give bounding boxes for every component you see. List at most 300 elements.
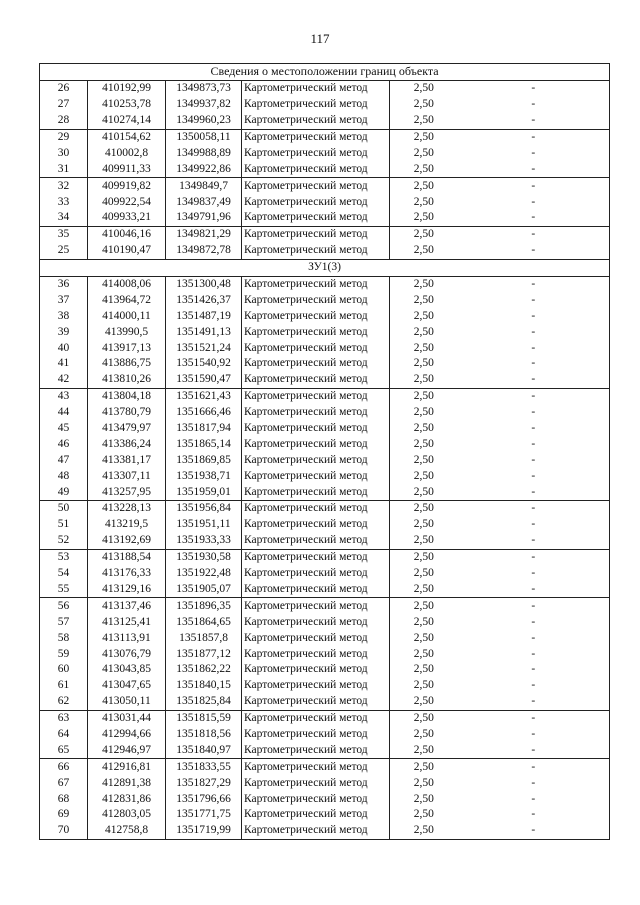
coord-x-cell: 412946,97 <box>88 742 166 758</box>
table-row <box>40 372 610 388</box>
method-cell: Картометрический метод <box>242 324 390 340</box>
coord-x-cell: 410002,8 <box>88 145 166 161</box>
coord-x-cell: 412758,8 <box>88 823 166 839</box>
coord-x-cell: 409922,54 <box>88 194 166 210</box>
precision-cell: 2,50 <box>390 694 458 710</box>
table-row <box>40 533 610 549</box>
method-cell: Картометрический метод <box>242 484 390 500</box>
description-cell: - <box>458 678 610 694</box>
point-number-cell: 32 <box>40 178 88 194</box>
method-cell: Картометрический метод <box>242 436 390 452</box>
point-number-cell: 67 <box>40 775 88 791</box>
coord-x-cell: 413990,5 <box>88 324 166 340</box>
description-cell: - <box>458 517 610 533</box>
method-cell: Картометрический метод <box>242 727 390 743</box>
description-cell: - <box>458 759 610 775</box>
description-cell: - <box>458 421 610 437</box>
table-row <box>40 484 610 500</box>
precision-cell: 2,50 <box>390 292 458 308</box>
coord-y-cell: 1351540,92 <box>166 356 242 372</box>
coord-y-cell: 1351862,22 <box>166 662 242 678</box>
coord-y-cell: 1349849,7 <box>166 178 242 194</box>
boundary-coordinates-table <box>39 63 610 840</box>
table-row <box>40 549 610 565</box>
description-cell: - <box>458 775 610 791</box>
point-number-cell: 66 <box>40 759 88 775</box>
coord-y-cell: 1351857,8 <box>166 630 242 646</box>
coord-y-cell: 1351869,85 <box>166 452 242 468</box>
coord-y-cell: 1351825,84 <box>166 694 242 710</box>
table-row <box>40 791 610 807</box>
coord-x-cell: 412803,05 <box>88 807 166 823</box>
coord-x-cell: 412916,81 <box>88 759 166 775</box>
coord-x-cell: 413307,11 <box>88 468 166 484</box>
table-row <box>40 759 610 775</box>
point-number-cell: 63 <box>40 710 88 726</box>
description-cell: - <box>458 194 610 210</box>
precision-cell: 2,50 <box>390 582 458 598</box>
precision-cell: 2,50 <box>390 484 458 500</box>
coord-x-cell: 413043,85 <box>88 662 166 678</box>
method-cell: Картометрический метод <box>242 276 390 292</box>
point-number-cell: 50 <box>40 501 88 517</box>
table-row <box>40 807 610 823</box>
table-row <box>40 226 610 242</box>
precision-cell: 2,50 <box>390 210 458 226</box>
point-number-cell: 39 <box>40 324 88 340</box>
point-number-cell: 51 <box>40 517 88 533</box>
description-cell: - <box>458 549 610 565</box>
description-cell: - <box>458 292 610 308</box>
coord-x-cell: 413176,33 <box>88 566 166 582</box>
coord-x-cell: 410274,14 <box>88 113 166 129</box>
precision-cell: 2,50 <box>390 598 458 614</box>
coord-x-cell: 413076,79 <box>88 646 166 662</box>
description-cell: - <box>458 582 610 598</box>
coord-y-cell: 1349837,49 <box>166 194 242 210</box>
precision-cell: 2,50 <box>390 243 458 259</box>
precision-cell: 2,50 <box>390 807 458 823</box>
coord-x-cell: 413386,24 <box>88 436 166 452</box>
coord-x-cell: 413129,16 <box>88 582 166 598</box>
table-row <box>40 742 610 758</box>
description-cell: - <box>458 710 610 726</box>
coord-y-cell: 1351877,12 <box>166 646 242 662</box>
point-number-cell: 34 <box>40 210 88 226</box>
coord-y-cell: 1351590,47 <box>166 372 242 388</box>
point-number-cell: 36 <box>40 276 88 292</box>
description-cell: - <box>458 484 610 500</box>
method-cell: Картометрический метод <box>242 97 390 113</box>
table-row <box>40 823 610 839</box>
method-cell: Картометрический метод <box>242 759 390 775</box>
table-row <box>40 501 610 517</box>
method-cell: Картометрический метод <box>242 791 390 807</box>
description-cell: - <box>458 113 610 129</box>
method-cell: Картометрический метод <box>242 292 390 308</box>
table-row <box>40 662 610 678</box>
point-number-cell: 41 <box>40 356 88 372</box>
section-label: ЗУ1(3) <box>40 259 610 276</box>
description-cell: - <box>458 452 610 468</box>
precision-cell: 2,50 <box>390 436 458 452</box>
table-row <box>40 210 610 226</box>
precision-cell: 2,50 <box>390 710 458 726</box>
precision-cell: 2,50 <box>390 324 458 340</box>
description-cell: - <box>458 533 610 549</box>
precision-cell: 2,50 <box>390 468 458 484</box>
precision-cell: 2,50 <box>390 340 458 356</box>
precision-cell: 2,50 <box>390 646 458 662</box>
coord-y-cell: 1351896,35 <box>166 598 242 614</box>
method-cell: Картометрический метод <box>242 517 390 533</box>
precision-cell: 2,50 <box>390 517 458 533</box>
description-cell: - <box>458 145 610 161</box>
precision-cell: 2,50 <box>390 678 458 694</box>
point-number-cell: 43 <box>40 388 88 404</box>
method-cell: Картометрический метод <box>242 582 390 598</box>
point-number-cell: 25 <box>40 243 88 259</box>
coord-x-cell: 413917,13 <box>88 340 166 356</box>
table-row <box>40 178 610 194</box>
table-row <box>40 405 610 421</box>
method-cell: Картометрический метод <box>242 356 390 372</box>
table-row <box>40 276 610 292</box>
point-number-cell: 52 <box>40 533 88 549</box>
coord-x-cell: 413810,26 <box>88 372 166 388</box>
method-cell: Картометрический метод <box>242 710 390 726</box>
point-number-cell: 70 <box>40 823 88 839</box>
table-title: Сведения о местоположении границ объекта <box>40 64 610 81</box>
coord-y-cell: 1351930,58 <box>166 549 242 565</box>
description-cell: - <box>458 372 610 388</box>
description-cell: - <box>458 308 610 324</box>
description-cell: - <box>458 566 610 582</box>
table-row <box>40 292 610 308</box>
table-row <box>40 710 610 726</box>
table-row <box>40 113 610 129</box>
coord-y-cell: 1351840,15 <box>166 678 242 694</box>
description-cell: - <box>458 243 610 259</box>
coord-x-cell: 413804,18 <box>88 388 166 404</box>
point-number-cell: 38 <box>40 308 88 324</box>
description-cell: - <box>458 630 610 646</box>
point-number-cell: 27 <box>40 97 88 113</box>
method-cell: Картометрический метод <box>242 630 390 646</box>
coord-y-cell: 1351864,65 <box>166 614 242 630</box>
coord-y-cell: 1351815,59 <box>166 710 242 726</box>
table-row <box>40 340 610 356</box>
coord-x-cell: 413137,46 <box>88 598 166 614</box>
point-number-cell: 58 <box>40 630 88 646</box>
point-number-cell: 53 <box>40 549 88 565</box>
point-number-cell: 30 <box>40 145 88 161</box>
description-cell: - <box>458 210 610 226</box>
table-row <box>40 436 610 452</box>
coord-y-cell: 1351300,48 <box>166 276 242 292</box>
description-cell: - <box>458 501 610 517</box>
method-cell: Картометрический метод <box>242 468 390 484</box>
method-cell: Картометрический метод <box>242 226 390 242</box>
point-number-cell: 37 <box>40 292 88 308</box>
method-cell: Картометрический метод <box>242 501 390 517</box>
description-cell: - <box>458 614 610 630</box>
method-cell: Картометрический метод <box>242 243 390 259</box>
coord-y-cell: 1351840,97 <box>166 742 242 758</box>
coord-x-cell: 413031,44 <box>88 710 166 726</box>
description-cell: - <box>458 161 610 177</box>
coord-y-cell: 1351905,07 <box>166 582 242 598</box>
precision-cell: 2,50 <box>390 308 458 324</box>
coord-y-cell: 1351487,19 <box>166 308 242 324</box>
precision-cell: 2,50 <box>390 226 458 242</box>
table-row <box>40 630 610 646</box>
description-cell: - <box>458 340 610 356</box>
coord-x-cell: 413886,75 <box>88 356 166 372</box>
coord-y-cell: 1349821,29 <box>166 226 242 242</box>
method-cell: Картометрический метод <box>242 421 390 437</box>
method-cell: Картометрический метод <box>242 678 390 694</box>
precision-cell: 2,50 <box>390 501 458 517</box>
description-cell: - <box>458 598 610 614</box>
coord-x-cell: 413479,97 <box>88 421 166 437</box>
point-number-cell: 60 <box>40 662 88 678</box>
point-number-cell: 62 <box>40 694 88 710</box>
table-row <box>40 324 610 340</box>
point-number-cell: 33 <box>40 194 88 210</box>
method-cell: Картометрический метод <box>242 340 390 356</box>
coord-x-cell: 413047,65 <box>88 678 166 694</box>
method-cell: Картометрический метод <box>242 388 390 404</box>
point-number-cell: 48 <box>40 468 88 484</box>
description-cell: - <box>458 356 610 372</box>
precision-cell: 2,50 <box>390 533 458 549</box>
precision-cell: 2,50 <box>390 145 458 161</box>
method-cell: Картометрический метод <box>242 646 390 662</box>
precision-cell: 2,50 <box>390 791 458 807</box>
method-cell: Картометрический метод <box>242 372 390 388</box>
coord-x-cell: 412994,66 <box>88 727 166 743</box>
table-row <box>40 598 610 614</box>
point-number-cell: 69 <box>40 807 88 823</box>
coord-y-cell: 1351951,11 <box>166 517 242 533</box>
description-cell: - <box>458 80 610 96</box>
precision-cell: 2,50 <box>390 775 458 791</box>
method-cell: Картометрический метод <box>242 308 390 324</box>
coord-x-cell: 413113,91 <box>88 630 166 646</box>
coord-x-cell: 412831,86 <box>88 791 166 807</box>
precision-cell: 2,50 <box>390 178 458 194</box>
description-cell: - <box>458 388 610 404</box>
coord-y-cell: 1351771,75 <box>166 807 242 823</box>
precision-cell: 2,50 <box>390 630 458 646</box>
point-number-cell: 61 <box>40 678 88 694</box>
coord-y-cell: 1351938,71 <box>166 468 242 484</box>
method-cell: Картометрический метод <box>242 145 390 161</box>
table-row <box>40 566 610 582</box>
table-row <box>40 582 610 598</box>
table-row <box>40 80 610 96</box>
point-number-cell: 65 <box>40 742 88 758</box>
coord-x-cell: 410046,16 <box>88 226 166 242</box>
table-row <box>40 97 610 113</box>
precision-cell: 2,50 <box>390 823 458 839</box>
coord-y-cell: 1349960,23 <box>166 113 242 129</box>
method-cell: Картометрический метод <box>242 533 390 549</box>
description-cell: - <box>458 324 610 340</box>
point-number-cell: 55 <box>40 582 88 598</box>
description-cell: - <box>458 436 610 452</box>
method-cell: Картометрический метод <box>242 775 390 791</box>
precision-cell: 2,50 <box>390 452 458 468</box>
coord-y-cell: 1349988,89 <box>166 145 242 161</box>
coord-x-cell: 409933,21 <box>88 210 166 226</box>
method-cell: Картометрический метод <box>242 598 390 614</box>
coord-y-cell: 1351491,13 <box>166 324 242 340</box>
coord-x-cell: 413125,41 <box>88 614 166 630</box>
coord-y-cell: 1351827,29 <box>166 775 242 791</box>
description-cell: - <box>458 405 610 421</box>
precision-cell: 2,50 <box>390 161 458 177</box>
method-cell: Картометрический метод <box>242 161 390 177</box>
precision-cell: 2,50 <box>390 566 458 582</box>
description-cell: - <box>458 646 610 662</box>
coord-x-cell: 413192,69 <box>88 533 166 549</box>
description-cell: - <box>458 823 610 839</box>
table-row <box>40 421 610 437</box>
precision-cell: 2,50 <box>390 372 458 388</box>
table-row <box>40 678 610 694</box>
coord-x-cell: 412891,38 <box>88 775 166 791</box>
coord-y-cell: 1349922,86 <box>166 161 242 177</box>
precision-cell: 2,50 <box>390 421 458 437</box>
coord-y-cell: 1351959,01 <box>166 484 242 500</box>
coord-x-cell: 413780,79 <box>88 405 166 421</box>
coord-y-cell: 1351817,94 <box>166 421 242 437</box>
coord-y-cell: 1351666,46 <box>166 405 242 421</box>
table-row <box>40 243 610 259</box>
description-cell: - <box>458 807 610 823</box>
description-cell: - <box>458 129 610 145</box>
method-cell: Картометрический метод <box>242 452 390 468</box>
coord-x-cell: 409911,33 <box>88 161 166 177</box>
table-row <box>40 646 610 662</box>
section-header-row <box>40 259 610 276</box>
method-cell: Картометрический метод <box>242 614 390 630</box>
method-cell: Картометрический метод <box>242 210 390 226</box>
method-cell: Картометрический метод <box>242 549 390 565</box>
precision-cell: 2,50 <box>390 742 458 758</box>
coord-y-cell: 1351922,48 <box>166 566 242 582</box>
method-cell: Картометрический метод <box>242 178 390 194</box>
point-number-cell: 42 <box>40 372 88 388</box>
table-row <box>40 161 610 177</box>
precision-cell: 2,50 <box>390 356 458 372</box>
page-number: 117 <box>310 31 330 46</box>
point-number-cell: 56 <box>40 598 88 614</box>
table-title-row <box>40 64 610 81</box>
precision-cell: 2,50 <box>390 662 458 678</box>
coord-x-cell: 413188,54 <box>88 549 166 565</box>
coord-x-cell: 414008,06 <box>88 276 166 292</box>
table-row <box>40 468 610 484</box>
coord-x-cell: 410190,47 <box>88 243 166 259</box>
point-number-cell: 57 <box>40 614 88 630</box>
point-number-cell: 26 <box>40 80 88 96</box>
table-row <box>40 775 610 791</box>
description-cell: - <box>458 742 610 758</box>
coord-y-cell: 1349791,96 <box>166 210 242 226</box>
point-number-cell: 64 <box>40 727 88 743</box>
precision-cell: 2,50 <box>390 388 458 404</box>
coord-x-cell: 413964,72 <box>88 292 166 308</box>
method-cell: Картометрический метод <box>242 823 390 839</box>
table-row <box>40 452 610 468</box>
point-number-cell: 29 <box>40 129 88 145</box>
precision-cell: 2,50 <box>390 727 458 743</box>
precision-cell: 2,50 <box>390 80 458 96</box>
precision-cell: 2,50 <box>390 549 458 565</box>
method-cell: Картометрический метод <box>242 662 390 678</box>
point-number-cell: 49 <box>40 484 88 500</box>
method-cell: Картометрический метод <box>242 129 390 145</box>
description-cell: - <box>458 97 610 113</box>
table-row <box>40 614 610 630</box>
method-cell: Картометрический метод <box>242 405 390 421</box>
coord-x-cell: 413050,11 <box>88 694 166 710</box>
coord-y-cell: 1350058,11 <box>166 129 242 145</box>
table-row <box>40 308 610 324</box>
point-number-cell: 28 <box>40 113 88 129</box>
precision-cell: 2,50 <box>390 276 458 292</box>
precision-cell: 2,50 <box>390 405 458 421</box>
table-row <box>40 129 610 145</box>
precision-cell: 2,50 <box>390 113 458 129</box>
method-cell: Картометрический метод <box>242 807 390 823</box>
precision-cell: 2,50 <box>390 194 458 210</box>
coord-y-cell: 1351426,37 <box>166 292 242 308</box>
coord-x-cell: 414000,11 <box>88 308 166 324</box>
coord-y-cell: 1351796,66 <box>166 791 242 807</box>
precision-cell: 2,50 <box>390 129 458 145</box>
coord-x-cell: 413228,13 <box>88 501 166 517</box>
coord-y-cell: 1349872,78 <box>166 243 242 259</box>
coord-x-cell: 413219,5 <box>88 517 166 533</box>
coord-x-cell: 410253,78 <box>88 97 166 113</box>
point-number-cell: 40 <box>40 340 88 356</box>
description-cell: - <box>458 727 610 743</box>
table-row <box>40 388 610 404</box>
coord-y-cell: 1351833,55 <box>166 759 242 775</box>
coord-x-cell: 410154,62 <box>88 129 166 145</box>
point-number-cell: 31 <box>40 161 88 177</box>
coord-y-cell: 1349873,73 <box>166 80 242 96</box>
description-cell: - <box>458 468 610 484</box>
table-row <box>40 356 610 372</box>
coord-x-cell: 409919,82 <box>88 178 166 194</box>
description-cell: - <box>458 178 610 194</box>
coord-x-cell: 413381,17 <box>88 452 166 468</box>
method-cell: Картометрический метод <box>242 694 390 710</box>
point-number-cell: 54 <box>40 566 88 582</box>
table-row <box>40 145 610 161</box>
description-cell: - <box>458 226 610 242</box>
description-cell: - <box>458 791 610 807</box>
precision-cell: 2,50 <box>390 614 458 630</box>
precision-cell: 2,50 <box>390 759 458 775</box>
description-cell: - <box>458 694 610 710</box>
coord-y-cell: 1351719,99 <box>166 823 242 839</box>
